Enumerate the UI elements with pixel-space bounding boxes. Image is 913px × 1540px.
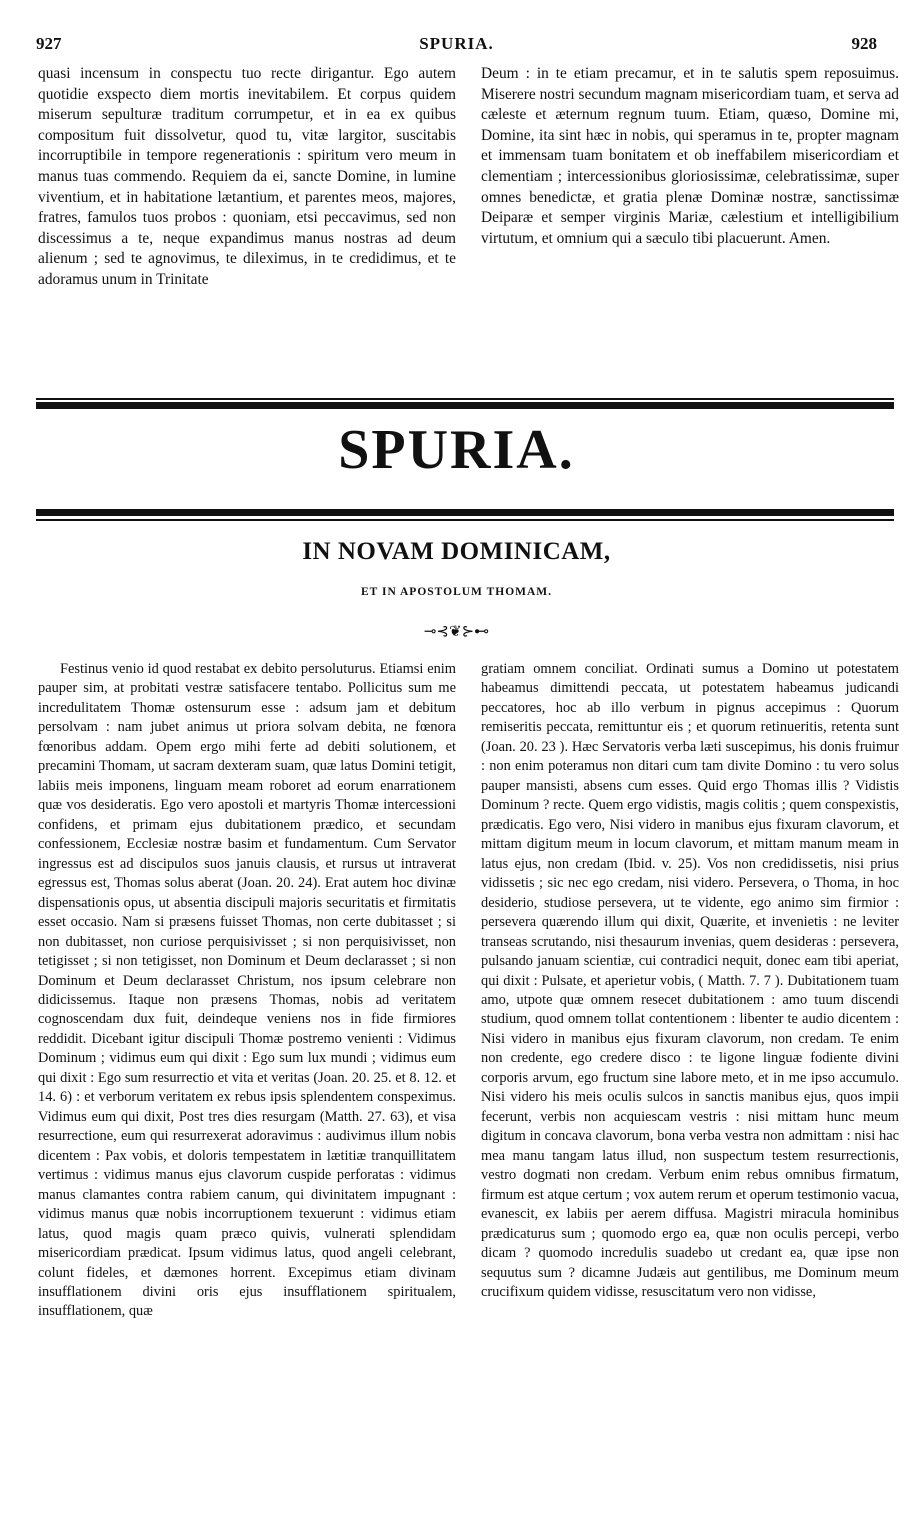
bottom-left-column [38, 660, 456, 1322]
top-left-column [38, 64, 456, 291]
top-left-paragraph: quasi incensum in conspectu tuo recte dirigantur. Ego autem quotidie exspecto diem mortis inevitabilem. Et corpus quidem miserum sepulturæ traditum corrumpetur, et in ea ex quibus compositum fuit dissolvetur, quod tu, vitæ largitor, suscitabis incorruptibile in tempore regenerationis : spiritum vero meum in manus tuas commendo. Requiem da ei, sancte Domine, in lumine viventium, et in habitatione lætantium, et parentes meos, majores, fratres, famulos tuos probos : quoniam, etsi peccavimus, sed non discessimus a te, neque expandimus manus nostras ad deum alienum ; sed te agnovimus, te dileximus, in te credidimus, et te adoramus unum in Trinitate [38, 65, 456, 288]
running-title: SPURIA. [419, 34, 494, 53]
upper-thin-rule [36, 398, 894, 400]
page-number-right: 928 [851, 34, 877, 53]
section-title: IN NOVAM DOMINICAM, [302, 538, 611, 565]
running-header [36, 34, 877, 60]
ornament-divider: ⊸⊰❦⊱⊷ [423, 624, 490, 640]
top-right-column [481, 64, 899, 249]
main-title: SPURIA. [338, 419, 575, 481]
section-subtitle: ET IN APOSTOLUM THOMAM. [360, 586, 553, 598]
top-right-paragraph: Deum : in te etiam precamur, et in te salutis spem reposuimus. Miserere nostri secundum magnam misericordiam tuam, et serva ad cæleste et æternum regnum tuum. Etiam, quæso, Domine mi, Domine, ita sint hæc in nobis, qui speramus in te, propter magnam et immensam tuam bonitatem et ob ineffabilem misericordiam et clementiam ; intercessionibus gloriosissimæ, celebratissimæ, super omnes benedictæ, et gratia plenæ Dominæ nostræ, sanctissimæ Deiparæ et semper virginis Mariæ, cælestium et intelligibilium virtutum, et omnium qui a sæculo tibi placuerunt. Amen. [481, 65, 899, 247]
upper-thick-rule [36, 402, 894, 409]
page-number-left: 927 [36, 34, 62, 53]
bottom-right-paragraph: gratiam omnem conciliat. Ordinati sumus a Domino ut potestatem habeamus dimittendi peccata, ut potestatem habeamus judicandi peccatores, hoc ab illo verbum in pignus accepimus : Quorum remiseritis peccata, remittuntur eis ; et quorum retinueritis, retenta sunt (Joan. 20. 23 ). Hæc Servatoris verba læti suscepimus, his donis fruimur : non enim poteramus non ditari cum tam divite Domino : tu vero solus pauper mansisti, absens cum esses. Quid ergo Thomas illis ? Vidistis Dominum ? recte. Quem ergo vidistis, magis colitis ; quem conspexistis, prædicatis. Ego vero, Nisi videro in manibus ejus fixuram clavorum, et mittam digitum meum in locum clavorum, et mittam manum meam in latus ejus, non credam (Ibid. v. 25). Vos non credidissetis, nisi prius vidissetis ; sic nec ego credam, nisi videro. Persevera, o Thoma, in hoc desiderio, studiose persevera, ut te vidente, ego animo sim firmior : persevera quærendo illum qui dixit, Quærite, et invenietis : ne leviter transeas scrutando, nisi thesaurum invenias, quem desideras : persevera, pulsando januam scientiæ, cui contradici nequit, donec eam tibi aperiat, qui dixit : Pulsate, et aperietur vobis, ( Matth. 7. 7 ). Dubitationem tuam amo, utpote quæ omnem resecet dubitationem : amo tuum discendi studium, quod omnem tollat contentionem : libenter te audio dicentem : Nisi videro in manibus ejus fixuram clavorum, non credam. Te enim non credente, ego credere disco : te ligone linguæ fodiente divini corporis arvum, ego fructum sine labore meto, et in me ipso accumulo. Nisi videro his meis oculis sulcos in sanctis manibus ejus, quos impii fecerunt, verbis non acquiescam vestris : nisi mittam hunc meum digitum in concava clavorum, bona verba vestra non admittam : nisi hac mea manu tangam latus illud, non suspectum testem resurrectionis, vestro dogmati non credam. Verbum enim rebus omnibus firmatum, firmum est atque certum ; vox autem rerum et operum testimonio vacua, evanescit, ex labiis per aerem diffusa. Magistri miracula hominibus prædicaturus sum ; quomodo ergo ea, quæ non oculis percepi, verbo dicam ? quomodo incredulis suadebo ut credant ea, quæ ipse non sequutus sum ? dicamne Judæis aut gentilibus, me Dominum meum crucifixum quidem vidisse, resuscitatum vero non vidisse, [481, 661, 899, 1300]
bottom-left-paragraph: Festinus venio id quod restabat ex debito persoluturus. Etiamsi enim pauper sim, at probitati vestræ satisfacere tentabo. Pollicitus sum me incredulitatem Thomæ ostensurum esse : adsum jam et debitum persolvam : nam jubet animus ut priora solvam debita, ne fœnora fœnoribus addam. Opem ergo mihi ferte ad debiti solutionem, et precamini Thomam, ut sacram dexteram suam, quæ latus Domini tetigit, labiis meis imponens, linguam meam roboret ad eorum enarrationem quæ vos desideratis. Ego vero apostoli et martyris Thomæ intercessioni confidens, et primam ejus dubitationem prædico, et secundam confessionem, Ecclesiæ nostræ basim et fundamentum. Cum Servator ingressus est ad discipulos suos januis clausis, et rursus ut intraverat egressus est, Thomas solus aberat (Joan. 20. 24). Erat autem hoc divinæ dispensationis opus, ut absentia discipuli majoris securitatis et firmitatis esset occasio. Nam si præsens fuisset Thomas, non certe dubitasset ; si non dubitasset, non curiose perquisivisset ; si non perquisivisset, non tetigisset ; si non tetigisset, non Dominum et Deum declarasset ; si non Dominum et Deum declarasset Christum, nos ipsum celebrare non didicissemus. Itaque non præsens Thomas, nobis ad veritatem cognoscendam dux fuit, deindeque veniens nos in fide firmiores reddidit. Dicebant igitur discipuli Thomæ postremo venienti : Vidimus Dominum ; vidimus eum qui dixit : Ego sum lux mundi ; vidimus eum qui dixit : Ego sum resurrectio et vita et veritas (Joan. 20. 25. et 8. 12. et 14. 6) : et verborum veritatem ex rebus ipsis splendentem conspeximus. Vidimus eum qui dixit, Post tres dies resurgam (Matth. 27. 63), et visa resurrectione, eum qui resurrexerat adoravimus : audivimus illum nobis dicentem : Pax vobis, et doloris tempestatem in lætitiæ tranquillitatem vertimus : vidimus manus ejus clavorum cuspide perforatas : vidimus manus clamantes contra rabiem canum, qui divinitatem impugnant : vidimus manus quæ nobis incorruptionem texuerunt : vidimus etiam latus, quod magis quam præco quivis, vulnerati splendidam misericordiam prædicat. Ipsum vidimus latus, quod angeli celebrant, colunt fideles, et dæmones horrent. Excepimus etiam divinam insufflationem divini oris ejus insufflationem spiritualem, insufflationem, quæ [38, 661, 456, 1320]
lower-thin-rule [36, 519, 894, 521]
lower-thick-rule [36, 509, 894, 516]
bottom-right-column [481, 660, 899, 1302]
